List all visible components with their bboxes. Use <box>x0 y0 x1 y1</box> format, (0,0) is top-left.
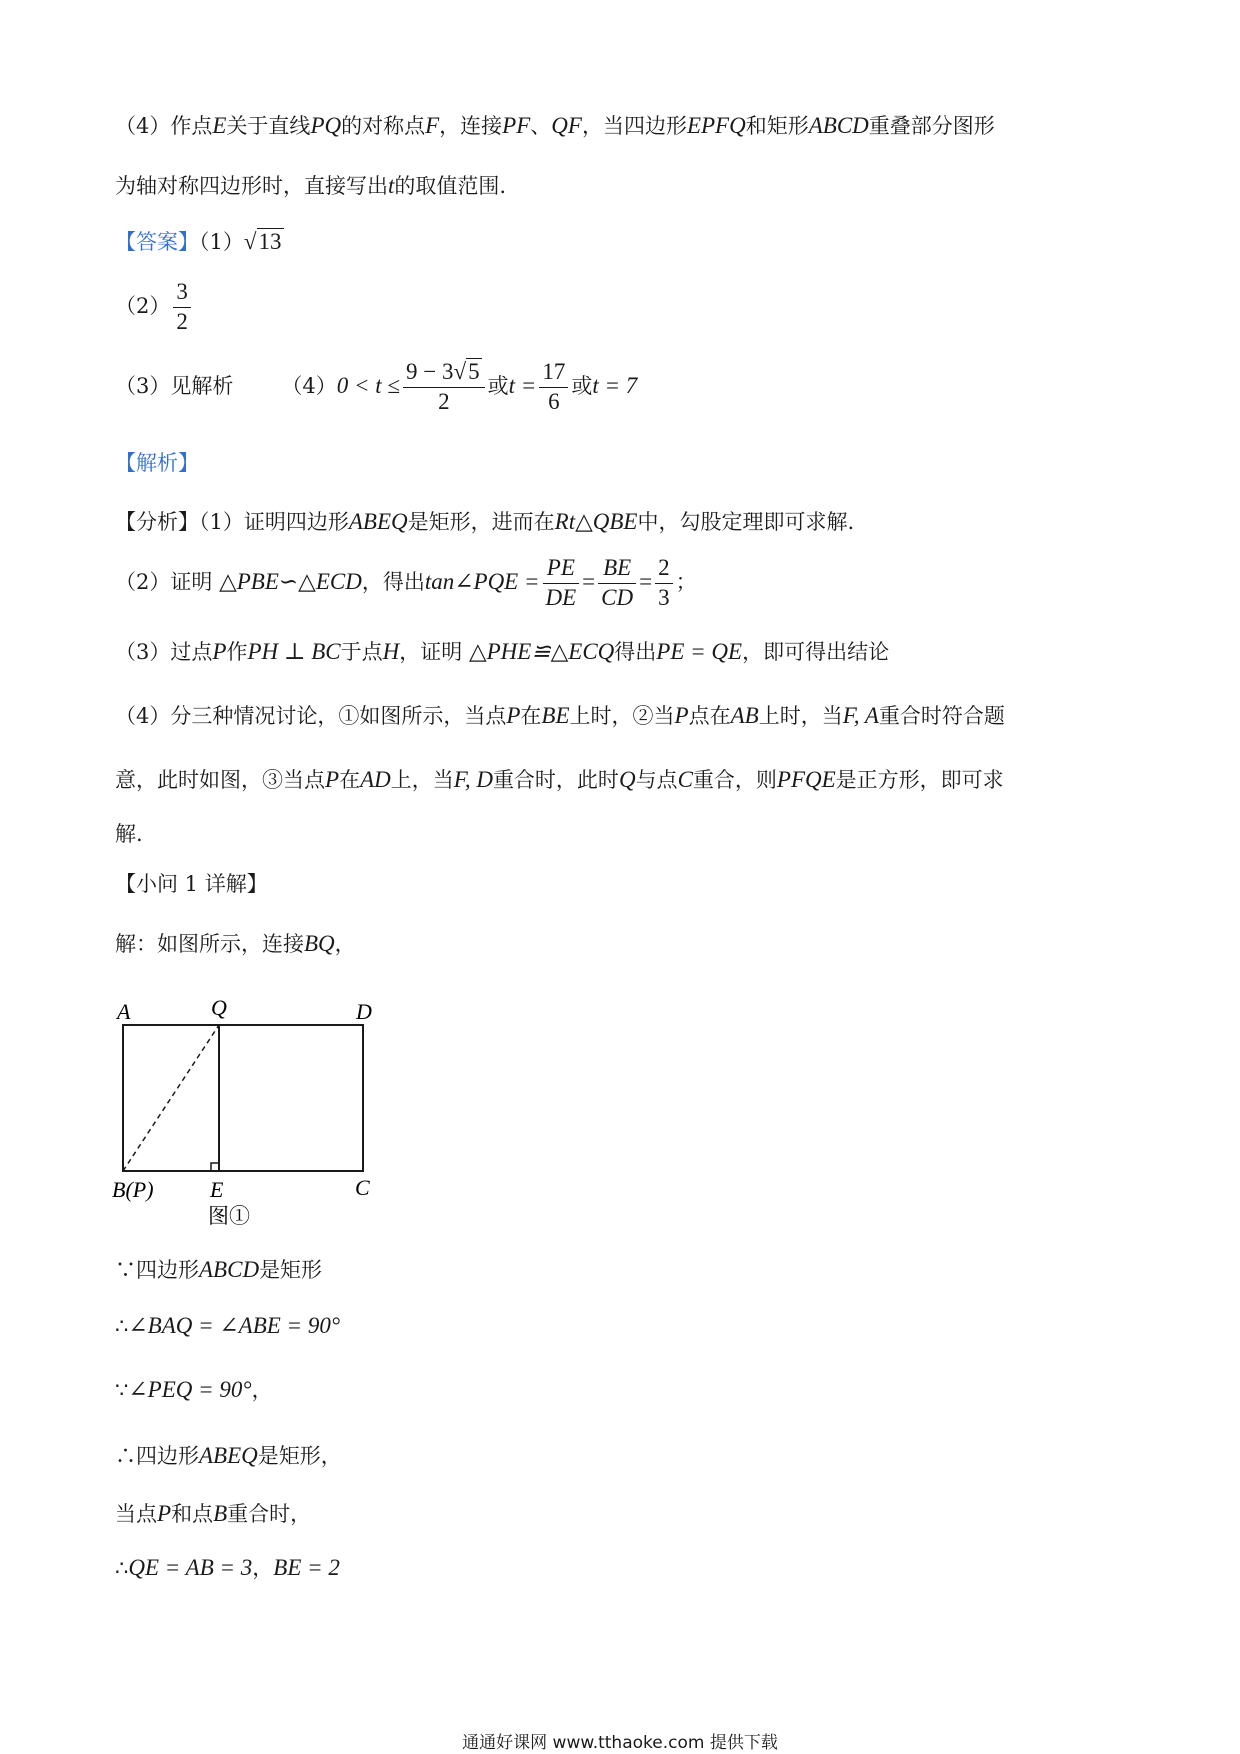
text: 、 <box>530 114 552 138</box>
text: 是矩形 <box>259 1258 323 1282</box>
figure-1 <box>100 985 400 1225</box>
analysis-line-5 <box>115 766 1004 794</box>
footer-watermark: 通通好课网 www.tthaoke.com 提供下载 <box>462 1733 778 1753</box>
answer-line-2 <box>115 278 194 337</box>
label-Q: Q <box>211 995 227 1020</box>
statement-6 <box>115 1554 340 1582</box>
math-P: P <box>325 767 340 792</box>
sub1-label: 【小问 1 详解】 <box>115 872 268 896</box>
math-be: BE = 2 <box>273 1555 340 1580</box>
radicand: 13 <box>258 229 282 254</box>
label-D: D <box>356 999 372 1024</box>
text: 上时，当 <box>758 704 843 728</box>
label-A: A <box>117 999 131 1024</box>
text: 是矩形， <box>257 1444 342 1468</box>
numerator: 3 <box>173 278 191 308</box>
text: （2） <box>115 293 171 318</box>
analysis-label: 【分析】 <box>115 510 199 534</box>
text: 重合时，此时 <box>492 768 619 792</box>
text: （3）过点 <box>115 640 213 664</box>
math-PF: PF <box>502 113 531 138</box>
text: （4）作点 <box>115 114 213 138</box>
sub1-intro <box>115 930 356 958</box>
denominator: DE <box>545 584 577 610</box>
text: 重合时， <box>227 1502 312 1526</box>
numerator <box>403 358 485 388</box>
numerator: 2 <box>655 554 673 584</box>
analysis-line-4 <box>115 702 1005 730</box>
math-QF: QF <box>551 113 582 138</box>
text: （3）见解析 <box>115 373 234 398</box>
math-AD: AD <box>360 767 391 792</box>
statement-3 <box>115 1376 273 1404</box>
sqrt-5: √5 <box>453 359 480 384</box>
denominator: 3 <box>658 584 670 610</box>
text: ，连接 <box>439 114 503 138</box>
math-angle-peq: ∠PEQ = 90° <box>128 1377 252 1402</box>
math-FD: F, D <box>453 767 493 792</box>
text: ，得出 <box>361 569 425 594</box>
text: 上，当 <box>390 768 454 792</box>
text: ∴四边形 <box>115 1444 199 1468</box>
text: 得出 <box>614 640 657 664</box>
statement-2 <box>115 1312 340 1340</box>
math-AB: AB <box>730 703 759 728</box>
fraction-pe-de <box>543 554 580 613</box>
numerator: PE <box>543 554 580 584</box>
math-ABCD: ABCD <box>199 1257 260 1282</box>
text: ，当四边形 <box>581 114 687 138</box>
text: 重合，则 <box>692 768 777 792</box>
math-BQ: BQ <box>304 931 335 956</box>
text: 为轴对称四边形时，直接写出 <box>115 174 388 198</box>
text: ∵ <box>115 1378 129 1402</box>
math-P: P <box>506 703 521 728</box>
text: ∴ <box>115 1556 129 1580</box>
text: 在 <box>339 768 361 792</box>
math-PQ: PQ <box>310 113 342 138</box>
numerator: BE <box>598 554 636 584</box>
analysis-line-3 <box>115 638 889 666</box>
label-E: E <box>210 1177 224 1202</box>
text: ，即可得出结论 <box>742 640 890 664</box>
answer-line-1 <box>115 228 284 256</box>
question-4-line-2 <box>115 172 506 200</box>
text: 是正方形，即可求 <box>835 768 1004 792</box>
statement-5 <box>115 1500 311 1528</box>
math-similar: △PBE∽△ECD <box>219 568 362 594</box>
math-expr: t = 7 <box>592 372 638 398</box>
analysis-line-2 <box>115 554 697 613</box>
figure-caption: 图① <box>208 1204 250 1225</box>
text: 解. <box>115 822 143 846</box>
text: 于点 <box>340 640 383 664</box>
num-text: 9 − 3 <box>406 359 454 384</box>
text: （1）证明四边形 <box>199 510 349 534</box>
fraction-17-6 <box>539 358 568 417</box>
math-Q: Q <box>618 767 636 792</box>
math-pe-qe: PE = QE <box>656 639 743 664</box>
math-F: F <box>425 113 440 138</box>
math-C: C <box>677 767 693 792</box>
math-P: P <box>157 1501 172 1526</box>
numerator: 17 <box>539 358 568 388</box>
right-angle-marker <box>211 1163 219 1171</box>
answer-label: 【答案】 <box>115 230 199 254</box>
math-ABCD: ABCD <box>808 113 869 138</box>
question-4-line-1 <box>115 112 995 140</box>
math-FA: F, A <box>842 703 879 728</box>
math-BE: BE <box>541 703 570 728</box>
text: ； <box>675 569 697 594</box>
text: （4） <box>281 373 337 398</box>
text: ，证明 <box>399 640 463 664</box>
math-H: H <box>382 639 400 664</box>
analysis-line-1 <box>115 508 854 536</box>
fraction-be-cd <box>598 554 636 613</box>
math-t: t <box>388 173 395 198</box>
math-ABEQ: ABEQ <box>348 509 408 534</box>
jiexi-label: 【解析】 <box>115 451 199 475</box>
math-P: P <box>212 639 227 664</box>
text: 中，勾股定理即可求解. <box>637 510 855 534</box>
analysis-line-6 <box>115 822 143 847</box>
math-qe-ab: QE = AB = 3 <box>128 1555 253 1580</box>
text: 和矩形 <box>745 114 809 138</box>
math-angles: ∠BAQ = ∠ABE = 90° <box>128 1313 341 1338</box>
denominator: 2 <box>438 388 450 414</box>
text: 和点 <box>171 1502 214 1526</box>
math-EPFQ: EPFQ <box>686 113 746 138</box>
text: （4）分三种情况讨论，①如图所示，当点 <box>115 704 507 728</box>
math-expr: 0 < t ≤ <box>336 372 401 398</box>
denominator: CD <box>601 584 634 610</box>
fraction-3-2 <box>173 278 191 337</box>
text: 的取值范围. <box>394 174 507 198</box>
text: （2）证明 <box>115 569 213 594</box>
math-P: P <box>674 703 689 728</box>
text: 或 <box>487 373 509 398</box>
math-ABEQ: ABEQ <box>199 1443 258 1468</box>
text: 当点 <box>115 1502 157 1526</box>
statement-1 <box>115 1256 322 1284</box>
math-perp: PH ⊥ BC <box>247 639 341 664</box>
label-B-P: B(P) <box>112 1177 154 1202</box>
rectangle-abcd <box>123 1025 363 1171</box>
segment-bq-dashed <box>123 1025 219 1171</box>
text: 是矩形，进而在 <box>407 510 555 534</box>
statement-4 <box>115 1442 342 1470</box>
text: 与点 <box>635 768 678 792</box>
text: 意，此时如图，③当点 <box>115 768 325 792</box>
text: 点在 <box>688 704 731 728</box>
text: 在 <box>520 704 542 728</box>
text: 重叠部分图形 <box>868 114 995 138</box>
text: 的对称点 <box>341 114 426 138</box>
math-rt-triangle: Rt△QBE <box>554 509 638 534</box>
sqrt-13: √13 <box>243 229 282 254</box>
denominator: 2 <box>176 308 188 334</box>
math-E: E <box>212 113 227 138</box>
math-B: B <box>213 1501 228 1526</box>
text: 作 <box>226 640 248 664</box>
text: 关于直线 <box>226 114 311 138</box>
text: 重合时符合题 <box>878 704 1005 728</box>
text: 上时，②当 <box>569 704 675 728</box>
text: ∴ <box>115 1314 129 1338</box>
label-C: C <box>355 1175 370 1200</box>
radicand: 5 <box>468 359 480 384</box>
math-PFQE: PFQE <box>776 767 836 792</box>
text: ， <box>334 932 356 956</box>
text: ， <box>252 1556 274 1580</box>
text: （1） <box>199 230 244 254</box>
math-tan: tan∠PQE = <box>424 568 540 594</box>
fraction-2-3 <box>655 554 673 613</box>
text: ∵四边形 <box>115 1258 199 1282</box>
text: 或 <box>571 373 593 398</box>
fraction-range <box>403 358 485 417</box>
equals: = <box>582 568 596 594</box>
math-congruent: △PHE≌△ECQ <box>468 639 615 664</box>
text: 解：如图所示，连接 <box>115 932 304 956</box>
denominator: 6 <box>548 388 560 414</box>
equals: = <box>639 568 653 594</box>
text: ， <box>251 1378 273 1402</box>
math-expr: t = <box>508 372 537 398</box>
answer-line-3-4 <box>115 358 637 417</box>
